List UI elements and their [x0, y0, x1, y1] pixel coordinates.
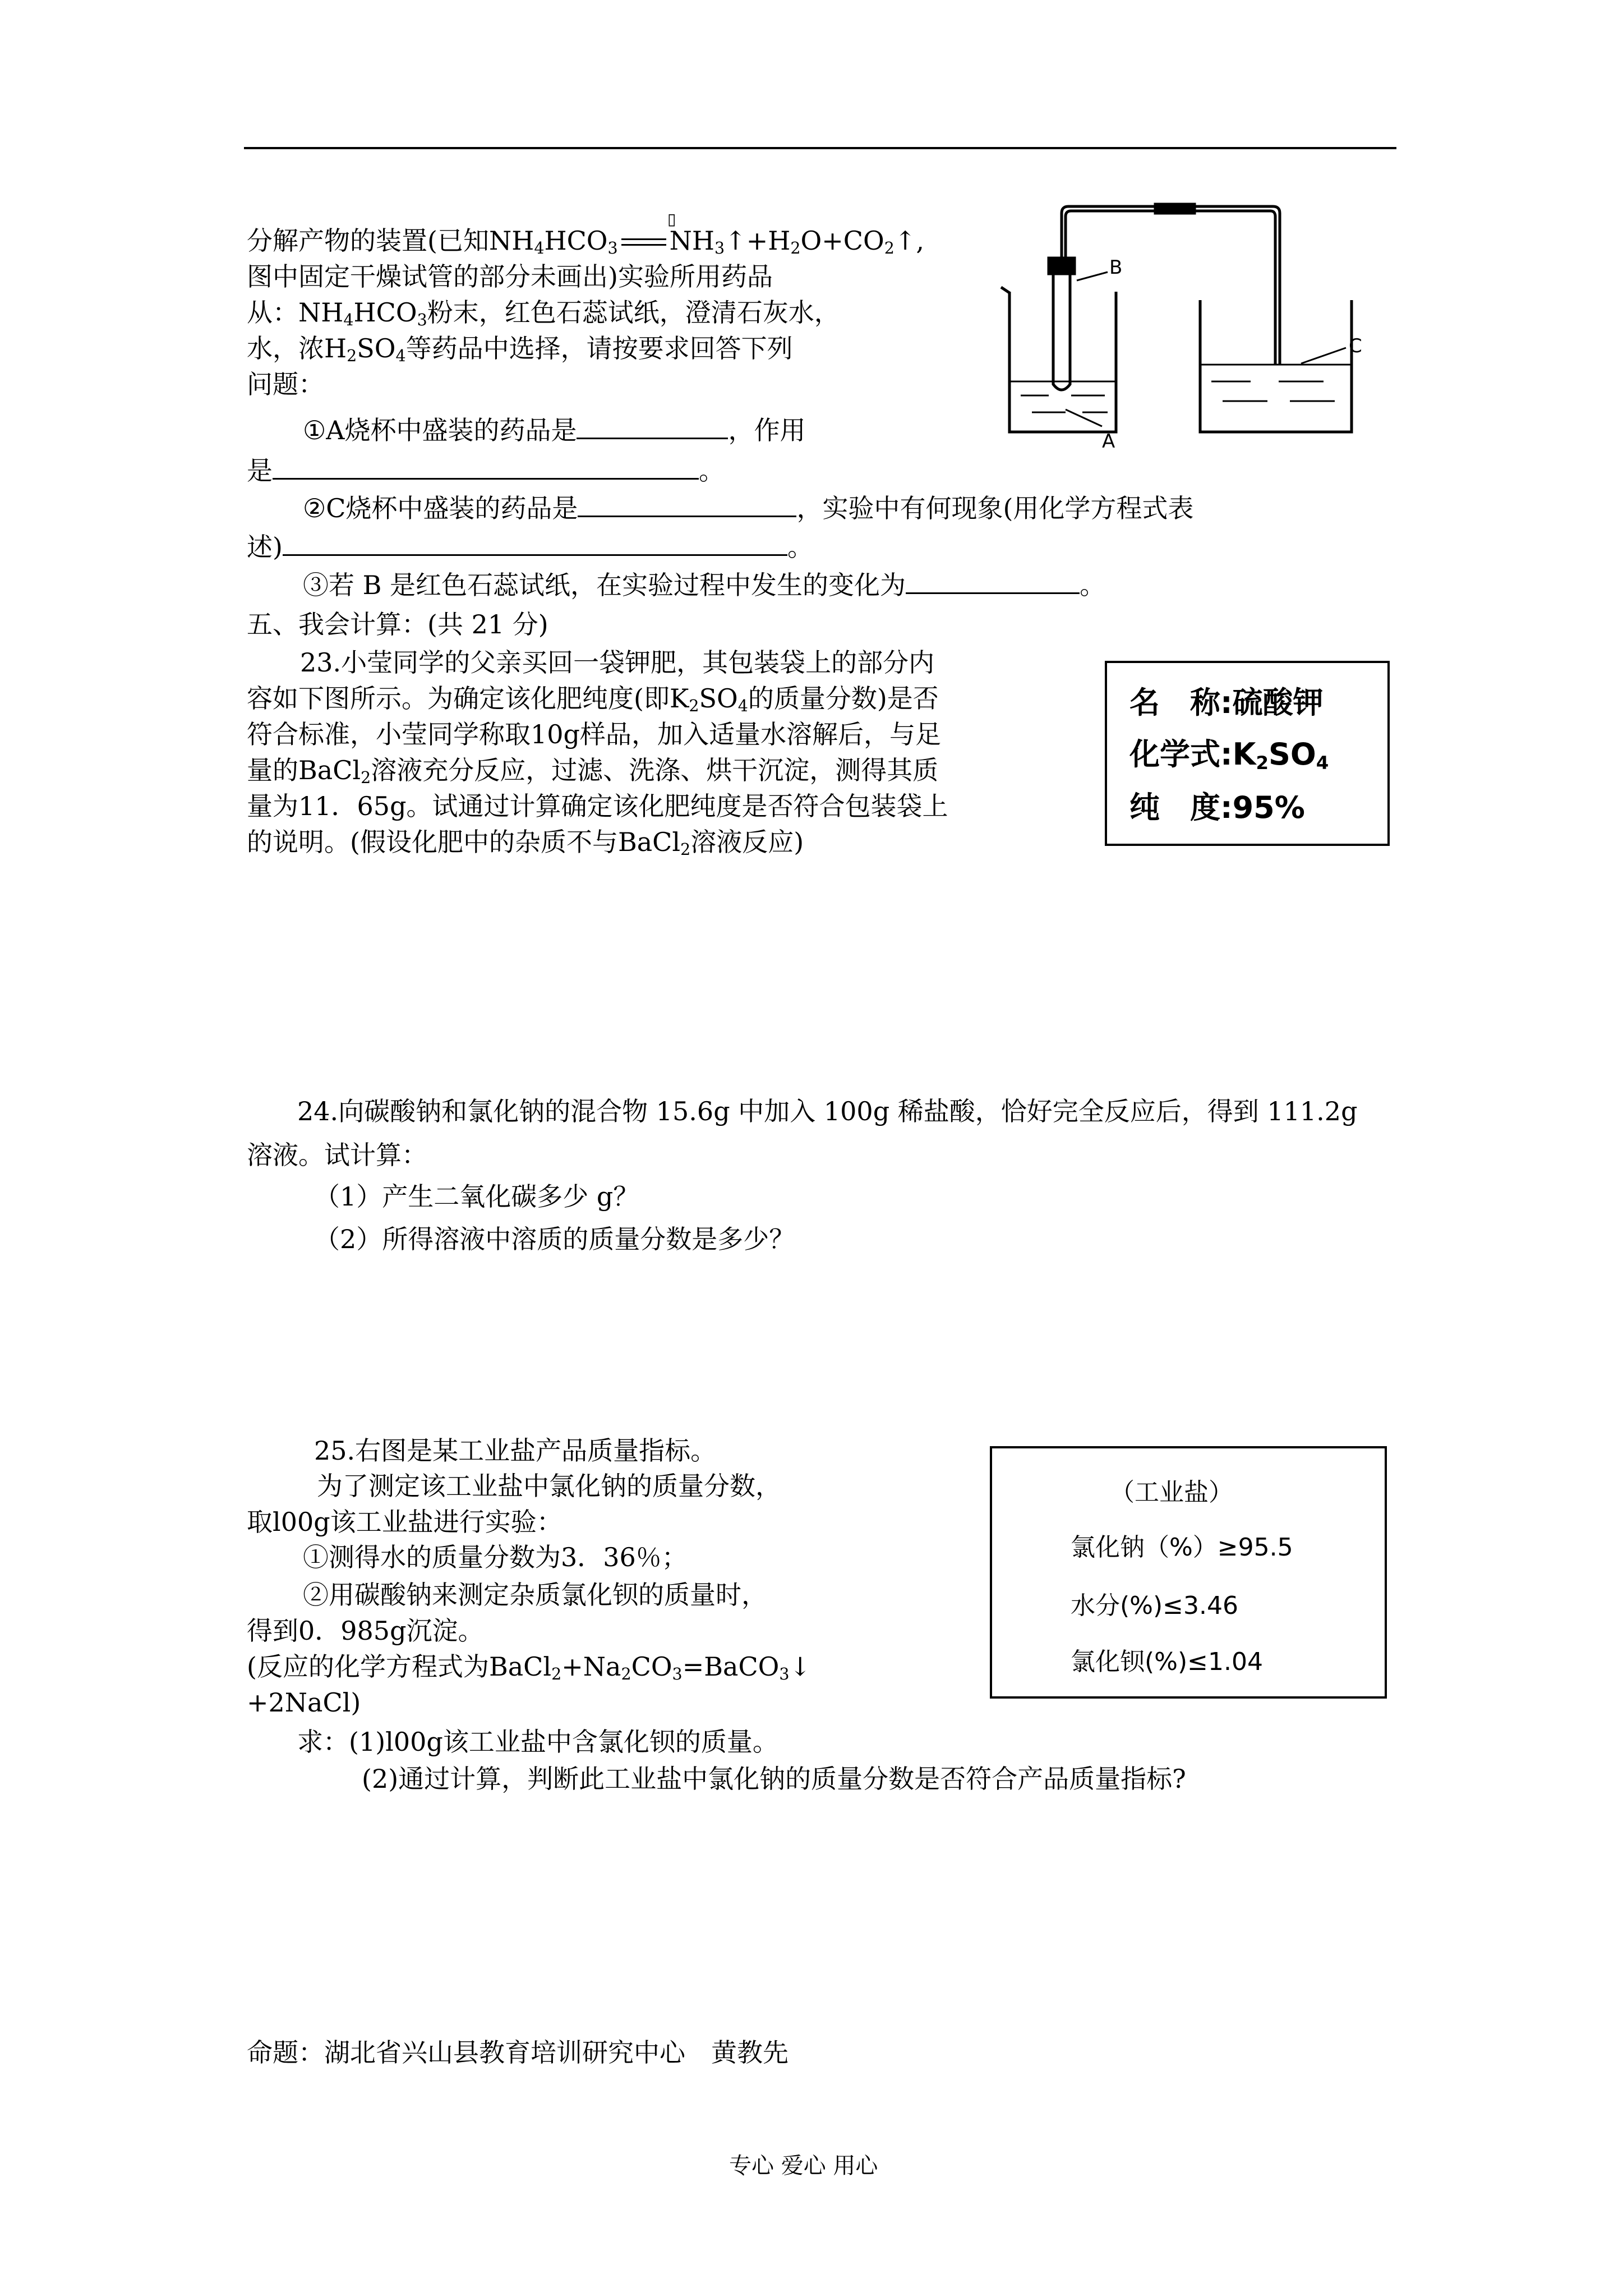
author-line: 命题：湖北省兴山县教育培训研究中心 黄教先 — [247, 2037, 789, 2068]
q23-line-3: 符合标准，小莹同学称取10g样品，加入适量水溶解后，与足 — [247, 719, 941, 749]
answer-blank[interactable] — [283, 554, 787, 556]
salt-spec-box — [990, 1446, 1387, 1699]
q25-line-3: 取l00g该工业盐进行实验： — [247, 1507, 562, 1537]
page-footer: 专心 爱心 用心 — [729, 2153, 878, 2179]
q25-line-5: ②用碳酸钠来测定杂质氯化钡的质量时， — [303, 1580, 767, 1610]
q24-part-1: （1）产生二氧化碳多少 g？ — [314, 1181, 639, 1212]
q22-line-2: 图中固定干燥试管的部分未画出)实验所用药品 — [247, 261, 773, 292]
q25-line-7: (反应的化学方程式为$BaCl_2+Na_2CO_3=BaCO_3↓$ — [247, 1651, 811, 1684]
q25-question-1: 求：(1)l00g该工业盐中含氯化钡的质量。 — [297, 1727, 778, 1757]
q22-part3: ③若 B 是红色石蕊试纸，在实验过程中发生的变化为 。 — [303, 570, 1106, 600]
answer-blank[interactable] — [578, 515, 796, 517]
spec-nacl: 氯化钠（%）≥95.5 — [1071, 1533, 1293, 1562]
section-heading: 五、我会计算：(共 21 分) — [247, 609, 548, 639]
spec-water: 水分(%)≤3.46 — [1071, 1591, 1238, 1620]
q22-part1-a: ①A烧杯中盛装的药品是 ，作用 — [303, 415, 806, 445]
heat-symbol: ▯ — [667, 210, 676, 228]
q22-line-1: 分解产物的装置(已知$NH_4HCO_3$ $NH_3↑+H_2O+CO_2↑$, — [247, 226, 925, 258]
label-purity: 纯 度:95% — [1129, 790, 1305, 825]
q22-part1-b: 是 。 — [247, 455, 725, 486]
label-c: C — [1349, 335, 1362, 357]
q23-line-4: 量的BaCl$_2$溶液充分反应，过滤、洗涤、烘干沉淀，测得其质 — [247, 755, 939, 788]
q24-line-2: 溶液。试计算： — [247, 1140, 427, 1170]
q22-line-3: 从：$NH_4HCO_3$粉末，红色石蕊试纸，澄清石灰水， — [247, 297, 840, 330]
answer-blank[interactable] — [273, 477, 699, 480]
q23-line-1: 23.小莹同学的父亲买回一袋钾肥，其包装袋上的部分内 — [300, 647, 935, 678]
apparatus-diagram — [987, 196, 1413, 466]
q25-line-4: ①测得水的质量分数为3．36％； — [303, 1542, 688, 1572]
q24-part-2: （2）所得溶液中溶质的质量分数是多少？ — [314, 1224, 795, 1254]
q23-line-6: 的说明。(假设化肥中的杂质不与BaCl$_2$溶液反应) — [247, 827, 804, 859]
q24-line-1: 24.向碳酸钠和氯化钠的混合物 15.6g 中加入 100g 稀盐酸，恰好完全反应后，得到 111.2g — [297, 1096, 1358, 1126]
answer-blank[interactable] — [906, 592, 1080, 594]
answer-blank[interactable] — [577, 437, 728, 439]
fertilizer-label — [1105, 661, 1390, 846]
spec-bacl2: 氯化钡(%)≤1.04 — [1071, 1648, 1263, 1676]
q22-part2-a: ②C烧杯中盛装的药品是 ，实验中有何现象(用化学方程式表 — [303, 493, 1194, 523]
q25-line-1: 25.右图是某工业盐产品质量指标。 — [314, 1435, 717, 1466]
equals-sign — [621, 237, 666, 249]
q25-line-8: +2NaCl) — [247, 1687, 361, 1718]
label-b: B — [1109, 256, 1123, 279]
label-name: 名 称:硫酸钾 — [1129, 685, 1324, 720]
q23-line-2: 容如下图所示。为确定该化肥纯度(即$K_2SO_4$的质量分数)是否 — [247, 683, 939, 716]
q25-line-2: 为了测定该工业盐中氯化钠的质量分数， — [317, 1471, 781, 1501]
q22-line-5: 问题： — [247, 369, 324, 399]
label-formula: 化学式$:K_2SO_4$ — [1129, 737, 1329, 774]
q25-question-2: (2)通过计算，判断此工业盐中氯化钠的质量分数是否符合产品质量指标? — [362, 1764, 1186, 1794]
header-rule — [244, 147, 1396, 149]
q25-line-6: 得到0．985g沉淀。 — [247, 1616, 484, 1646]
label-a: A — [1102, 430, 1115, 453]
q22-line-4: 水，浓$H_2SO_4$等药品中选择，请按要求回答下列 — [247, 333, 793, 366]
q23-line-5: 量为11．65g。试通过计算确定该化肥纯度是否符合包装袋上 — [247, 791, 948, 821]
spec-title: （工业盐） — [1110, 1478, 1233, 1507]
q22-part2-b: 述) 。 — [247, 532, 813, 562]
